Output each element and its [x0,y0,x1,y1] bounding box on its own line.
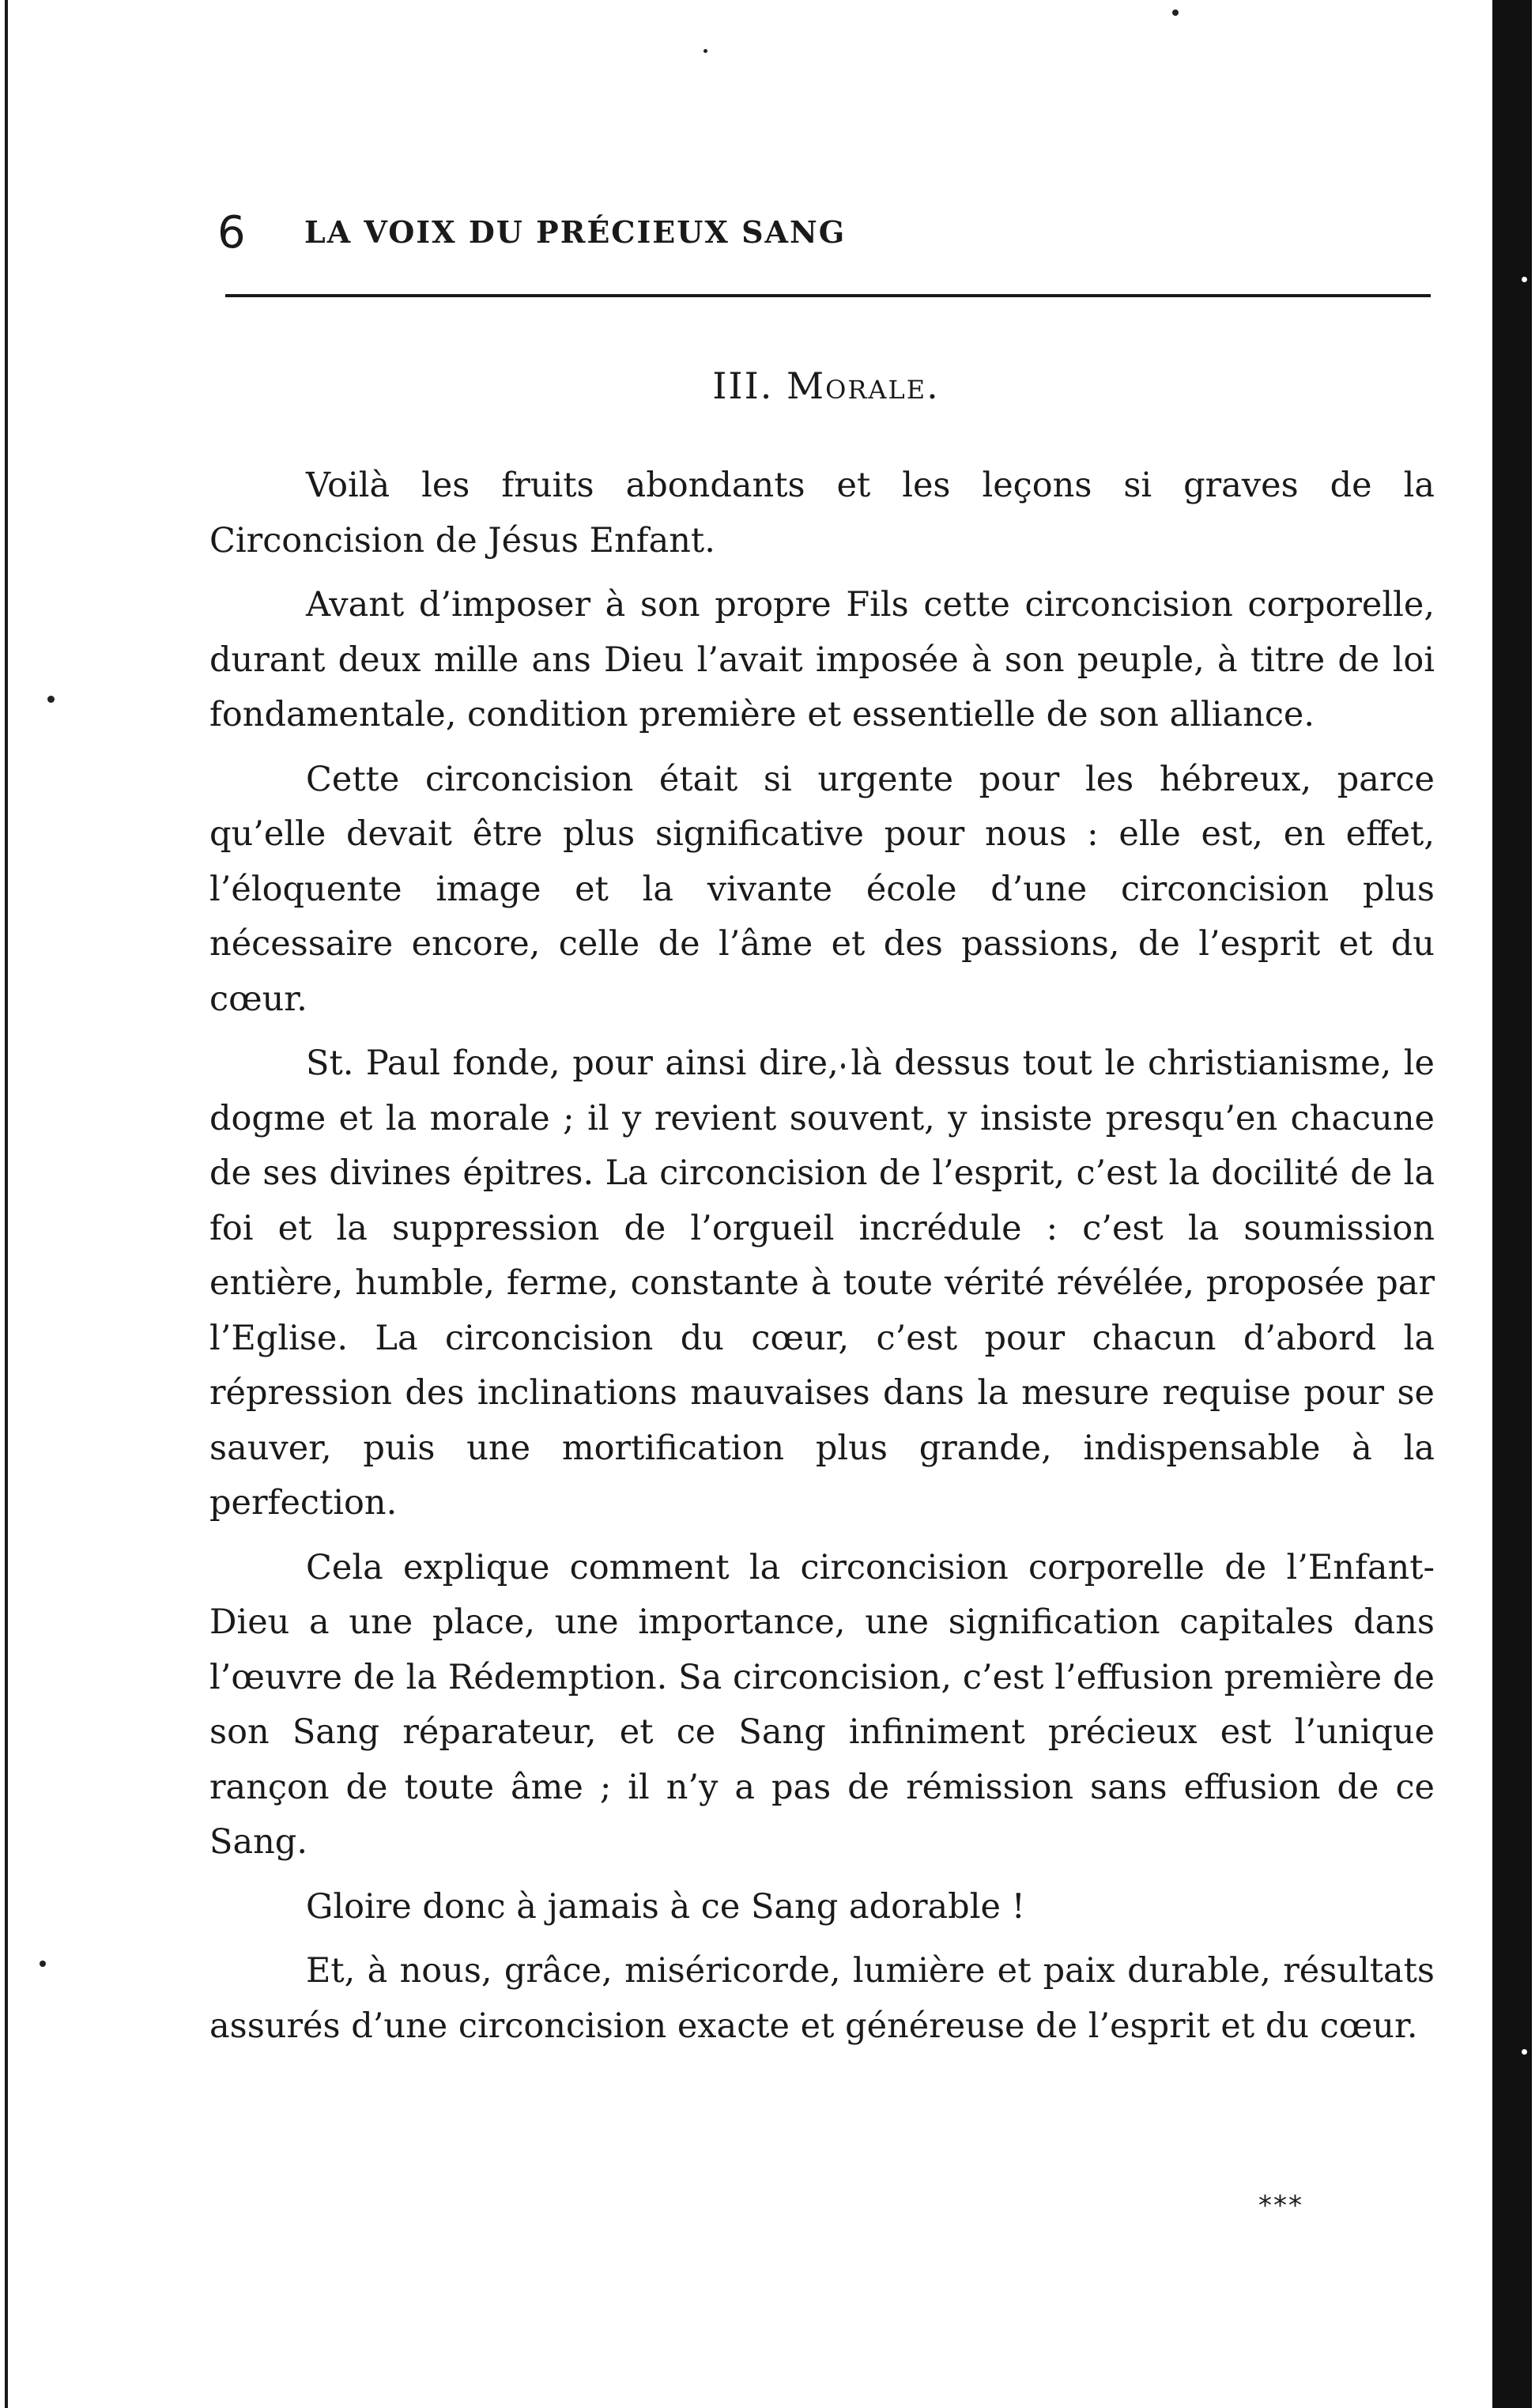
header-rule [225,294,1431,297]
end-mark: *** [1258,2190,1303,2221]
right-scan-edge [1492,0,1532,2408]
section-title: III. Morale. [712,364,940,407]
paragraph-5: Cela explique comment la circoncision corporelle de l’Enfant-Dieu a une place, une importance, une signification capitales dans l’œuvre de la Rédemption. Sa circoncision, c’est l’effusion première de son Sang réparateur, et ce Sang infiniment précieux est l’unique rançon de toute âme ; il n’y a pas de rémission sans effusion de ce Sang. [209,1547,1435,1862]
page-header [217,206,1435,269]
running-head: LA VOIX DU PRÉCIEUX SANG [304,214,847,250]
paragraph-6: Gloire donc à jamais à ce Sang adorable ! [306,1886,1025,1927]
paragraph-1: Voilà les fruits abondants et les leçons si graves de la Circoncision de Jésus Enfant. [209,466,1435,560]
page-number: 6 [217,207,246,259]
left-scan-edge [5,0,8,2408]
paragraph-3: Cette circoncision était si urgente pour les hébreux, parce qu’elle devait être plus significative pour nous : elle est, en effet, l’éloquente image et la vivante école d’une circoncision plus nécessaire encore, celle de l’âme et des passions, de l’esprit et du cœur. [209,759,1435,1019]
body-text [209,459,1435,2063]
paragraph-7: Et, à nous, grâce, miséricorde, lumière et paix durable, résultats assurés d’une circoncision exacte et généreuse de l’esprit et du cœur. [209,1951,1435,2046]
paragraph-4: St. Paul fonde, pour ainsi dire, là dessus tout le christianisme, le dogme et la morale ; il y revient souvent, y insiste presqu’en chacune de ses divines épitres. La circoncision de l’esprit, c’est la docilité de la foi et la suppression de l’orgueil incrédule : c’est la soumission entière, humble, ferme, constante à toute vérité révélée, proposée par l’Eglise. La circoncision du cœur, c’est pour chacun d’abord la répression des inclinations mauvaises dans la mesure requise pour se sauver, puis une mortification plus grande, indispensable à la perfection. [209,1044,1435,1523]
paragraph-2: Avant d’imposer à son propre Fils cette circoncision corporelle, durant deux mille ans Dieu l’avait imposée à son peuple, à titre de loi fondamentale, condition première et essentielle de son alliance. [209,585,1435,734]
